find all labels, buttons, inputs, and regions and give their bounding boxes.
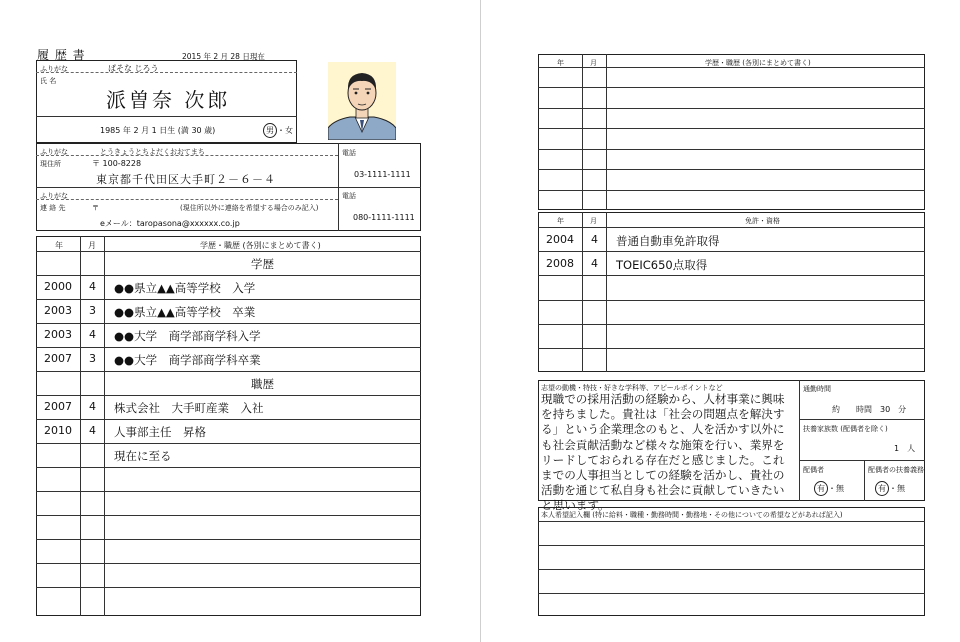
history-row-line [36,443,421,444]
commute-value: 約 時間 30 分 [832,405,907,414]
commute-label: 通勤時間 [803,385,831,393]
history-header-month: 月 [88,241,96,250]
gender-selector [263,123,293,138]
history-row-line [36,419,421,420]
history-row-year: 2003 [44,328,72,341]
contact-dashed-line [36,199,338,200]
license-header-month: 月 [590,217,597,225]
spouse-selector [814,481,844,496]
history-row-year: 2007 [44,400,72,413]
history-row-month: 4 [89,400,96,413]
history-row-text: ●●県立▲▲高等学校 入学 [114,281,256,295]
license-row-line [538,300,925,301]
history-row-line [36,323,421,324]
history-month-divider [104,236,105,616]
birth-line: 1985 年 2 月 1 日生 (満 30 歳) [100,126,216,135]
history-cont-row-line [538,190,925,191]
spouse-divider [864,460,865,501]
applicant-name: 派曽奈 次郎 [106,88,231,112]
history-row-month: 3 [89,352,96,365]
name-dashed-line [36,72,297,73]
history-row-line [36,515,421,516]
spouse-duty-no: 無 [897,484,905,493]
history-row-line [36,587,421,588]
history-row-month: 4 [89,424,96,437]
history-cont-month-divider [606,54,607,210]
contact-postal: 〒 [92,204,99,212]
history-cont-table [538,54,925,210]
contact-phone: 080-1111-1111 [353,213,415,222]
history-row-line [36,539,421,540]
history-cont-row-line [538,87,925,88]
spouse-no: 無 [836,484,844,493]
history-header-year: 年 [55,241,63,250]
history-row-line [36,563,421,564]
history-row-line [36,467,421,468]
commute-bottom-line [799,419,925,420]
history-row-text: ●●大学 商学部商学科卒業 [114,353,261,367]
history-row-text: ●●県立▲▲高等学校 卒業 [114,305,256,319]
history-cont-row-line [538,149,925,150]
license-row-line [538,348,925,349]
name-bottom-line [36,116,297,117]
gender-female: 女 [285,126,293,135]
address-text: 東京都千代田区大手町２－６－４ [96,173,276,186]
history-row-text: 現在に至る [114,449,172,463]
email: eメール：taropasona@xxxxxx.co.jp [100,219,240,228]
dependents-value: 1 人 [894,444,916,453]
history-cont-header-content: 学歴・職歴 (各別にまとめて書く) [705,59,811,67]
history-row-month: 3 [89,304,96,317]
spouse-duty-yes: 有 [875,481,889,496]
motivation-text: 現職での採用活動の経験から、人材事業に興味を持ちました。貴社は「社会の問題点を解決する」という企業理念のもと、人を活かす以外にも社会貢献活動など様々な施策を行い、業界をリードしておられる存在だと感じました。これまでの人事担当としての経験を活かし、貴社の活動を通じて私自身も社会に貢献していきたいと思います。 [541,392,785,513]
spouse-duty-selector [875,481,905,496]
history-row-year: 2007 [44,352,72,365]
page-divider [480,0,481,642]
history-row-line [36,347,421,348]
license-row-year: 2008 [546,257,574,270]
name-furigana-label: ふりがな [40,65,68,73]
history-row-month: 4 [89,328,96,341]
portrait-illustration [328,62,396,140]
history-cont-row-line [538,169,925,170]
history-row-line [36,275,421,276]
resume-title: 履 歴 書 [37,48,86,62]
address-label: 現住所 [40,160,61,168]
spouse-sep: ・ [828,484,836,493]
history-cont-row-line [538,67,925,68]
license-row-line [538,324,925,325]
address-furigana-label: ふりがな [40,148,68,156]
history-row-year: 2000 [44,280,72,293]
history-cont-header-year: 年 [557,59,564,67]
license-row-line [538,251,925,252]
history-row-month: 4 [89,280,96,293]
motivation-side-divider [799,380,800,501]
history-row-line [36,491,421,492]
spouse-duty-sep: ・ [889,484,897,493]
address-dashed-line [36,155,338,156]
tel-label: 電話 [342,149,356,157]
license-row-month: 4 [591,257,598,270]
name-label: 氏 名 [40,77,57,85]
contact-note: (現住所以外に連絡を希望する場合のみ記入) [180,204,319,212]
date-line: 2015 年 2 月 28 日現在 [182,52,265,61]
history-year-divider [80,236,81,616]
contact-tel-label: 電話 [342,192,356,200]
wish-box [538,507,925,616]
history-row-year: 2010 [44,424,72,437]
applicant-photo [328,62,396,140]
history-row-text: 株式会社 大手町産業 入社 [114,401,264,415]
history-row-text: 人事部主任 昇格 [114,425,206,439]
dependents-bottom-line [799,460,925,461]
address-furigana: とうきょうとちよだくおおてまち [100,148,205,156]
contact-label: 連 絡 先 [40,204,66,212]
spouse-yes: 有 [814,481,828,496]
spouse-label: 配偶者 [803,466,824,474]
history-row-year: 2003 [44,304,72,317]
license-row-year: 2004 [546,233,574,246]
gender-sep: ・ [277,126,285,135]
history-row-text: 学歴 [251,257,274,271]
license-row-line [538,275,925,276]
history-row-line [36,251,421,252]
motivation-label: 志望の動機・特技・好きな学科等、アピールポイントなど [541,384,723,392]
history-header-content: 学歴・職歴 (各別にまとめて書く) [200,241,321,250]
history-cont-header-month: 月 [590,59,597,67]
history-row-line [36,299,421,300]
address-bottom-line [36,187,421,188]
license-header-content: 免許・資格 [745,217,780,225]
license-row-line [538,227,925,228]
history-row-line [36,395,421,396]
license-header-year: 年 [557,217,564,225]
gender-male: 男 [263,123,277,138]
history-cont-row-line [538,108,925,109]
phone-number: 03-1111-1111 [354,170,411,179]
history-row-text: 職歴 [251,377,274,391]
wish-label: 本人希望記入欄 (特に給料・職種・勤務時間・勤務地・その他についての希望などがあれば記入) [541,511,843,519]
history-row-text: ●●大学 商学部商学科入学 [114,329,261,343]
history-row-line [36,371,421,372]
name-furigana: ぱそな じろう [108,64,159,73]
spouse-duty-label: 配偶者の扶養義務 [868,466,924,474]
license-row-text: 普通自動車免許取得 [616,234,720,248]
wish-line-3 [538,593,925,594]
license-row-text: TOEIC650点取得 [616,258,708,272]
wish-line-1 [538,545,925,546]
history-cont-year-divider [582,54,583,210]
wish-header-line [538,521,925,522]
postal-code: 〒 100-8228 [92,159,142,168]
license-row-month: 4 [591,233,598,246]
contact-furigana-label: ふりがな [40,192,68,200]
dependents-label: 扶養家族数 (配偶者を除く) [803,425,888,433]
history-cont-row-line [538,128,925,129]
wish-line-2 [538,569,925,570]
